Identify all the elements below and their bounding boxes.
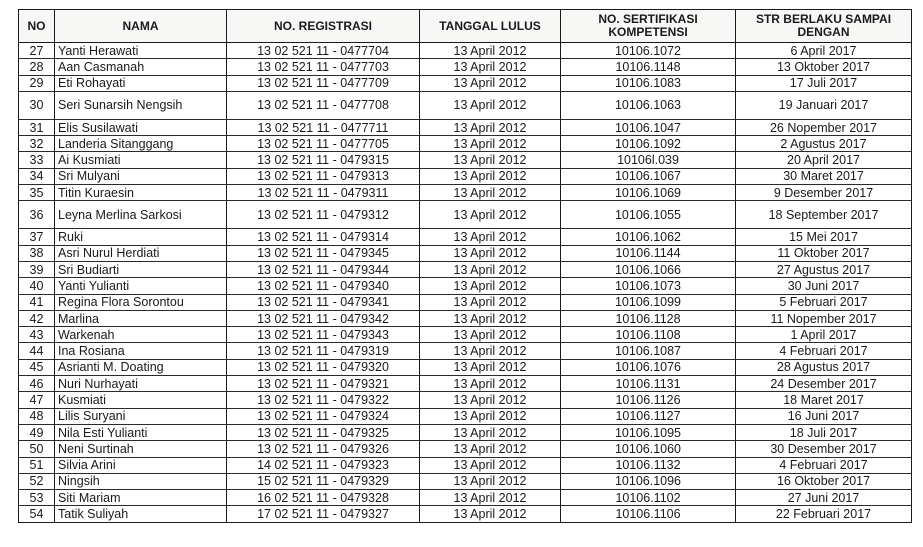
cell-no: 33 bbox=[19, 152, 55, 168]
cell-tanggal-lulus: 13 April 2012 bbox=[420, 75, 561, 91]
cell-registrasi: 13 02 521 11 - 0479315 bbox=[227, 152, 420, 168]
cell-no: 31 bbox=[19, 119, 55, 135]
table-row bbox=[19, 278, 912, 294]
cell-registrasi: 13 02 521 11 - 0479345 bbox=[227, 245, 420, 261]
cell-registrasi: 13 02 521 11 - 0479343 bbox=[227, 327, 420, 343]
cell-registrasi: 14 02 521 11 - 0479323 bbox=[227, 457, 420, 473]
cell-no: 52 bbox=[19, 473, 55, 489]
cell-sertifikasi: 10106.1063 bbox=[561, 91, 736, 119]
header-sertifikasi: NO. SERTIFIKASI KOMPETENSI bbox=[561, 10, 736, 43]
cell-str-berlaku: 16 Juni 2017 bbox=[736, 408, 912, 424]
table-row bbox=[19, 294, 912, 310]
cell-tanggal-lulus: 13 April 2012 bbox=[420, 473, 561, 489]
cell-tanggal-lulus: 13 April 2012 bbox=[420, 457, 561, 473]
cell-sertifikasi: 10106.1127 bbox=[561, 408, 736, 424]
cell-nama: Ruki bbox=[55, 229, 227, 245]
header-nama: NAMA bbox=[55, 10, 227, 43]
table-row bbox=[19, 327, 912, 343]
cell-nama: Landeria Sitanggang bbox=[55, 136, 227, 152]
cell-no: 30 bbox=[19, 91, 55, 119]
cell-no: 36 bbox=[19, 201, 55, 229]
cell-sertifikasi: 10106.1126 bbox=[561, 392, 736, 408]
cell-sertifikasi: 10106.1148 bbox=[561, 59, 736, 75]
table-row bbox=[19, 245, 912, 261]
cell-str-berlaku: 4 Februari 2017 bbox=[736, 343, 912, 359]
cell-str-berlaku: 24 Desember 2017 bbox=[736, 376, 912, 392]
table-row bbox=[19, 119, 912, 135]
cell-registrasi: 13 02 521 11 - 0479312 bbox=[227, 201, 420, 229]
cell-str-berlaku: 9 Desember 2017 bbox=[736, 185, 912, 201]
cell-nama: Marlina bbox=[55, 310, 227, 326]
cell-no: 45 bbox=[19, 359, 55, 375]
cell-str-berlaku: 30 Desember 2017 bbox=[736, 441, 912, 457]
table-row bbox=[19, 43, 912, 59]
table-row bbox=[19, 75, 912, 91]
cell-sertifikasi: 10106l.039 bbox=[561, 152, 736, 168]
cell-sertifikasi: 10106.1055 bbox=[561, 201, 736, 229]
cell-tanggal-lulus: 13 April 2012 bbox=[420, 168, 561, 184]
cell-nama: Ningsih bbox=[55, 473, 227, 489]
table-row bbox=[19, 343, 912, 359]
cell-no: 43 bbox=[19, 327, 55, 343]
cell-registrasi: 13 02 521 11 - 0477705 bbox=[227, 136, 420, 152]
cell-str-berlaku: 2 Agustus 2017 bbox=[736, 136, 912, 152]
cell-sertifikasi: 10106.1062 bbox=[561, 229, 736, 245]
cell-str-berlaku: 19 Januari 2017 bbox=[736, 91, 912, 119]
cell-tanggal-lulus: 13 April 2012 bbox=[420, 59, 561, 75]
cell-str-berlaku: 18 Juli 2017 bbox=[736, 424, 912, 440]
cell-nama: Leyna Merlina Sarkosi bbox=[55, 201, 227, 229]
cell-registrasi: 13 02 521 11 - 0479344 bbox=[227, 261, 420, 277]
cell-sertifikasi: 10106.1131 bbox=[561, 376, 736, 392]
cell-str-berlaku: 28 Agustus 2017 bbox=[736, 359, 912, 375]
cell-registrasi: 13 02 521 11 - 0479324 bbox=[227, 408, 420, 424]
cell-no: 54 bbox=[19, 506, 55, 522]
cell-str-berlaku: 18 Maret 2017 bbox=[736, 392, 912, 408]
cell-tanggal-lulus: 13 April 2012 bbox=[420, 278, 561, 294]
cell-nama: Neni Surtinah bbox=[55, 441, 227, 457]
table-row bbox=[19, 457, 912, 473]
cell-nama: Eti Rohayati bbox=[55, 75, 227, 91]
cell-nama: Nila Esti Yulianti bbox=[55, 424, 227, 440]
cell-nama: Asri Nurul Herdiati bbox=[55, 245, 227, 261]
header-str-berlaku: STR BERLAKU SAMPAI DENGAN bbox=[736, 10, 912, 43]
cell-str-berlaku: 17 Juli 2017 bbox=[736, 75, 912, 91]
cell-registrasi: 13 02 521 11 - 0477709 bbox=[227, 75, 420, 91]
cell-sertifikasi: 10106.1128 bbox=[561, 310, 736, 326]
table-header bbox=[19, 10, 912, 43]
table-row bbox=[19, 168, 912, 184]
table-row bbox=[19, 229, 912, 245]
cell-registrasi: 15 02 521 11 - 0479329 bbox=[227, 473, 420, 489]
cell-sertifikasi: 10106.1087 bbox=[561, 343, 736, 359]
cell-str-berlaku: 18 September 2017 bbox=[736, 201, 912, 229]
table-body bbox=[19, 43, 912, 523]
str-registry-table bbox=[18, 9, 912, 523]
cell-sertifikasi: 10106.1102 bbox=[561, 490, 736, 506]
cell-sertifikasi: 10106.1108 bbox=[561, 327, 736, 343]
cell-no: 47 bbox=[19, 392, 55, 408]
table-row bbox=[19, 359, 912, 375]
cell-sertifikasi: 10106.1067 bbox=[561, 168, 736, 184]
cell-no: 49 bbox=[19, 424, 55, 440]
cell-registrasi: 13 02 521 11 - 0479311 bbox=[227, 185, 420, 201]
header-no: NO bbox=[19, 10, 55, 43]
cell-registrasi: 13 02 521 11 - 0477708 bbox=[227, 91, 420, 119]
cell-nama: Aan Casmanah bbox=[55, 59, 227, 75]
cell-no: 53 bbox=[19, 490, 55, 506]
cell-nama: Tatik Suliyah bbox=[55, 506, 227, 522]
cell-tanggal-lulus: 13 April 2012 bbox=[420, 152, 561, 168]
cell-registrasi: 13 02 521 11 - 0479314 bbox=[227, 229, 420, 245]
cell-tanggal-lulus: 13 April 2012 bbox=[420, 424, 561, 440]
cell-registrasi: 13 02 521 11 - 0477704 bbox=[227, 43, 420, 59]
cell-nama: Yanti Herawati bbox=[55, 43, 227, 59]
cell-str-berlaku: 6 April 2017 bbox=[736, 43, 912, 59]
cell-tanggal-lulus: 13 April 2012 bbox=[420, 441, 561, 457]
cell-registrasi: 13 02 521 11 - 0477711 bbox=[227, 119, 420, 135]
cell-registrasi: 13 02 521 11 - 0479313 bbox=[227, 168, 420, 184]
cell-tanggal-lulus: 13 April 2012 bbox=[420, 43, 561, 59]
cell-nama: Ai Kusmiati bbox=[55, 152, 227, 168]
cell-nama: Ina Rosiana bbox=[55, 343, 227, 359]
cell-registrasi: 13 02 521 11 - 0479322 bbox=[227, 392, 420, 408]
cell-registrasi: 16 02 521 11 - 0479328 bbox=[227, 490, 420, 506]
cell-str-berlaku: 11 Nopember 2017 bbox=[736, 310, 912, 326]
cell-tanggal-lulus: 13 April 2012 bbox=[420, 261, 561, 277]
cell-sertifikasi: 10106.1092 bbox=[561, 136, 736, 152]
cell-sertifikasi: 10106.1076 bbox=[561, 359, 736, 375]
cell-str-berlaku: 27 Juni 2017 bbox=[736, 490, 912, 506]
table-row bbox=[19, 490, 912, 506]
cell-str-berlaku: 30 Juni 2017 bbox=[736, 278, 912, 294]
cell-no: 27 bbox=[19, 43, 55, 59]
cell-sertifikasi: 10106.1060 bbox=[561, 441, 736, 457]
cell-registrasi: 13 02 521 11 - 0479342 bbox=[227, 310, 420, 326]
cell-no: 40 bbox=[19, 278, 55, 294]
cell-tanggal-lulus: 13 April 2012 bbox=[420, 310, 561, 326]
registry-sheet bbox=[18, 9, 911, 523]
cell-str-berlaku: 1 April 2017 bbox=[736, 327, 912, 343]
cell-nama: Asrianti M. Doating bbox=[55, 359, 227, 375]
cell-no: 48 bbox=[19, 408, 55, 424]
cell-tanggal-lulus: 13 April 2012 bbox=[420, 392, 561, 408]
header-registrasi: NO. REGISTRASI bbox=[227, 10, 420, 43]
cell-sertifikasi: 10106.1099 bbox=[561, 294, 736, 310]
cell-tanggal-lulus: 13 April 2012 bbox=[420, 376, 561, 392]
table-row bbox=[19, 441, 912, 457]
cell-nama: Sri Budiarti bbox=[55, 261, 227, 277]
cell-sertifikasi: 10106.1073 bbox=[561, 278, 736, 294]
cell-no: 51 bbox=[19, 457, 55, 473]
cell-nama: Nuri Nurhayati bbox=[55, 376, 227, 392]
cell-nama: Warkenah bbox=[55, 327, 227, 343]
table-row bbox=[19, 152, 912, 168]
cell-no: 41 bbox=[19, 294, 55, 310]
cell-nama: Titin Kuraesin bbox=[55, 185, 227, 201]
cell-no: 39 bbox=[19, 261, 55, 277]
cell-str-berlaku: 16 Oktober 2017 bbox=[736, 473, 912, 489]
cell-nama: Silvia Arini bbox=[55, 457, 227, 473]
cell-nama: Seri Sunarsih Nengsih bbox=[55, 91, 227, 119]
cell-registrasi: 13 02 521 11 - 0479326 bbox=[227, 441, 420, 457]
cell-str-berlaku: 11 Oktober 2017 bbox=[736, 245, 912, 261]
cell-tanggal-lulus: 13 April 2012 bbox=[420, 91, 561, 119]
cell-sertifikasi: 10106.1144 bbox=[561, 245, 736, 261]
table-row bbox=[19, 310, 912, 326]
cell-tanggal-lulus: 13 April 2012 bbox=[420, 343, 561, 359]
table-row bbox=[19, 91, 912, 119]
cell-nama: Yanti Yulianti bbox=[55, 278, 227, 294]
cell-registrasi: 13 02 521 11 - 0479340 bbox=[227, 278, 420, 294]
cell-tanggal-lulus: 13 April 2012 bbox=[420, 185, 561, 201]
cell-sertifikasi: 10106.1095 bbox=[561, 424, 736, 440]
cell-str-berlaku: 4 Februari 2017 bbox=[736, 457, 912, 473]
table-row bbox=[19, 201, 912, 229]
cell-nama: Siti Mariam bbox=[55, 490, 227, 506]
cell-nama: Regina Flora Sorontou bbox=[55, 294, 227, 310]
cell-str-berlaku: 15 Mei 2017 bbox=[736, 229, 912, 245]
table-row bbox=[19, 59, 912, 75]
cell-no: 28 bbox=[19, 59, 55, 75]
cell-tanggal-lulus: 13 April 2012 bbox=[420, 490, 561, 506]
cell-registrasi: 13 02 521 11 - 0479319 bbox=[227, 343, 420, 359]
cell-sertifikasi: 10106.1066 bbox=[561, 261, 736, 277]
table-row bbox=[19, 376, 912, 392]
cell-sertifikasi: 10106.1083 bbox=[561, 75, 736, 91]
cell-str-berlaku: 13 Oktober 2017 bbox=[736, 59, 912, 75]
cell-tanggal-lulus: 13 April 2012 bbox=[420, 294, 561, 310]
cell-no: 38 bbox=[19, 245, 55, 261]
cell-str-berlaku: 26 Nopember 2017 bbox=[736, 119, 912, 135]
cell-no: 29 bbox=[19, 75, 55, 91]
table-row bbox=[19, 424, 912, 440]
table-row bbox=[19, 185, 912, 201]
header-tanggal-lulus: TANGGAL LULUS bbox=[420, 10, 561, 43]
cell-no: 37 bbox=[19, 229, 55, 245]
cell-sertifikasi: 10106.1132 bbox=[561, 457, 736, 473]
cell-no: 50 bbox=[19, 441, 55, 457]
cell-sertifikasi: 10106.1072 bbox=[561, 43, 736, 59]
cell-registrasi: 13 02 521 11 - 0479325 bbox=[227, 424, 420, 440]
cell-tanggal-lulus: 13 April 2012 bbox=[420, 506, 561, 522]
table-row bbox=[19, 392, 912, 408]
cell-nama: Kusmiati bbox=[55, 392, 227, 408]
cell-no: 34 bbox=[19, 168, 55, 184]
cell-nama: Sri Mulyani bbox=[55, 168, 227, 184]
cell-tanggal-lulus: 13 April 2012 bbox=[420, 201, 561, 229]
cell-sertifikasi: 10106.1047 bbox=[561, 119, 736, 135]
table-row bbox=[19, 136, 912, 152]
cell-str-berlaku: 20 April 2017 bbox=[736, 152, 912, 168]
cell-nama: Lilis Suryani bbox=[55, 408, 227, 424]
cell-registrasi: 13 02 521 11 - 0479321 bbox=[227, 376, 420, 392]
cell-no: 32 bbox=[19, 136, 55, 152]
cell-tanggal-lulus: 13 April 2012 bbox=[420, 136, 561, 152]
cell-nama: Elis Susilawati bbox=[55, 119, 227, 135]
cell-no: 44 bbox=[19, 343, 55, 359]
cell-registrasi: 13 02 521 11 - 0479320 bbox=[227, 359, 420, 375]
cell-no: 42 bbox=[19, 310, 55, 326]
cell-str-berlaku: 30 Maret 2017 bbox=[736, 168, 912, 184]
table-row bbox=[19, 408, 912, 424]
cell-str-berlaku: 22 Februari 2017 bbox=[736, 506, 912, 522]
cell-tanggal-lulus: 13 April 2012 bbox=[420, 359, 561, 375]
cell-tanggal-lulus: 13 April 2012 bbox=[420, 119, 561, 135]
header-row bbox=[19, 10, 912, 43]
cell-no: 35 bbox=[19, 185, 55, 201]
cell-registrasi: 13 02 521 11 - 0477703 bbox=[227, 59, 420, 75]
cell-str-berlaku: 5 Februari 2017 bbox=[736, 294, 912, 310]
cell-no: 46 bbox=[19, 376, 55, 392]
cell-tanggal-lulus: 13 April 2012 bbox=[420, 245, 561, 261]
table-row bbox=[19, 261, 912, 277]
table-row bbox=[19, 506, 912, 522]
cell-tanggal-lulus: 13 April 2012 bbox=[420, 408, 561, 424]
cell-sertifikasi: 10106.1106 bbox=[561, 506, 736, 522]
table-row bbox=[19, 473, 912, 489]
cell-tanggal-lulus: 13 April 2012 bbox=[420, 327, 561, 343]
cell-registrasi: 17 02 521 11 - 0479327 bbox=[227, 506, 420, 522]
cell-str-berlaku: 27 Agustus 2017 bbox=[736, 261, 912, 277]
cell-sertifikasi: 10106.1069 bbox=[561, 185, 736, 201]
cell-tanggal-lulus: 13 April 2012 bbox=[420, 229, 561, 245]
cell-registrasi: 13 02 521 11 - 0479341 bbox=[227, 294, 420, 310]
cell-sertifikasi: 10106.1096 bbox=[561, 473, 736, 489]
